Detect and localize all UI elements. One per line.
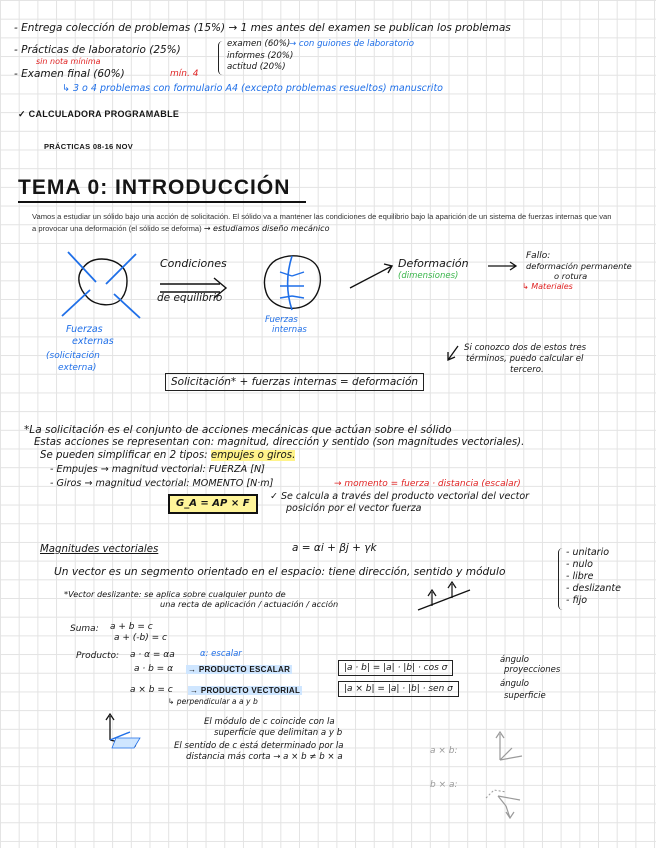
dot-note-angulo: ángulo [500, 655, 529, 665]
dimensiones-label: (dimensiones) [398, 271, 459, 281]
fuerzas-internas-1: Fuerzas [265, 315, 298, 325]
intro-typed: Vamos a estudiar un sólido bajo una acción de solicitación. El sólido va a mantener las condiciones de equilibrio bajo la aparición de un sistema de fuerzas internas que van a provocar una deformación (el sólido se deforma) [32, 212, 612, 234]
solicitacion-def: *La solicitación es el conjunto de acciones mecánicas que actúan sobre el sólido [24, 424, 452, 436]
perpendicular-note: ↳ perpendicular a a y b [168, 697, 258, 706]
fuerzas-externas-1: Fuerzas [66, 324, 103, 335]
fallo-deformacion: deformación permanente [526, 261, 632, 271]
tema-title: TEMA 0: INTRODUCCIÓN [18, 176, 291, 199]
modulo-note-2: superficie que delimitan a y b [214, 728, 343, 738]
momento-note: → momento = fuerza · distancia (escalar) [334, 479, 521, 489]
header-min: mín. 4 [170, 69, 199, 79]
vector-definition: Un vector es un segmento orientado en el espacio: tiene dirección, sentido y módulo [54, 566, 506, 578]
condiciones-label: Condiciones [160, 257, 227, 270]
giros-line: - Giros → magnitud vectorial: MOMENTO [N·m] [50, 478, 274, 489]
sentido-note-1: El sentido de c está determinado por la [174, 741, 344, 751]
sketch-label-bxa: b × a: [430, 780, 458, 790]
suma-2: a + (-b) = c [114, 633, 167, 643]
deslizante-1: *Vector deslizante: se aplica sobre cualquier punto de [64, 589, 286, 599]
vector-type-nulo: - nulo [566, 559, 593, 570]
header-line-entrega: - Entrega colección de problemas (15%) → 1 mes antes del examen se publican los problemas [14, 22, 511, 34]
dot-product: a · b = α [134, 664, 174, 674]
suma-1: a + b = c [110, 622, 153, 632]
solicitacion-tipos-text: Se pueden simplificar en 2 tipos: [40, 450, 208, 461]
vector-type-libre: - libre [566, 571, 594, 582]
header-line-examen: - Examen final (60%) [14, 68, 125, 80]
practicas-guiones: → con guiones de laboratorio [289, 39, 415, 49]
materiales-label: ↳ Materiales [522, 282, 573, 291]
fuerzas-externas-2: externas [72, 336, 114, 347]
cross-note-angulo: ángulo [500, 679, 529, 689]
cross-product: a × b = c [130, 685, 173, 695]
practicas-dates: PRÁCTICAS 08-16 NOV [44, 142, 134, 151]
deformation-equation: Solicitación* + fuerzas internas = deformación [165, 373, 424, 391]
deslizante-2: una recta de aplicación / actuación / acción [160, 599, 339, 609]
sketch-label-axb: a × b: [430, 746, 458, 756]
vectores-title: Magnitudes vectoriales [40, 544, 159, 555]
producto-label: Producto: [76, 651, 120, 661]
alpha-escalar-note: α: escalar [200, 649, 242, 659]
si-conozco-1: Si conozco dos de estos tres [464, 343, 587, 353]
fuerzas-externas-4: externa) [58, 363, 97, 373]
vector-type-unitario: - unitario [566, 547, 610, 558]
producto-vectorial-label: → PRODUCTO VECTORIAL [190, 686, 301, 695]
formula-note-1: ✓ Se calcula a través del producto vectorial del vector [270, 491, 530, 502]
equilibrio-label: de equilibrio [157, 292, 223, 304]
vector-type-fijo: - fijo [566, 595, 588, 606]
fuerzas-externas-3: (solicitación [46, 351, 100, 361]
formula-note-2: posición por el vector fuerza [286, 503, 422, 514]
cross-note-superficie: superficie [504, 691, 546, 701]
deformacion-label: Deformación [398, 257, 469, 270]
solicitacion-tipos-highlight: empujes o giros. [210, 450, 296, 461]
vector-equation: a = αi + βj + γk [292, 542, 377, 554]
header-sin-nota: sin nota mínima [36, 57, 101, 66]
producto-escalar-alpha: a · α = αa [130, 650, 175, 660]
intro-hand: → estudiamos diseño mecánico [203, 224, 330, 234]
dot-product-formula: |a · b| = |a| · |b| · cos σ [338, 660, 453, 676]
cross-product-formula: |a × b| = |a| · |b| · sen σ [338, 681, 459, 697]
sentido-note-2: distancia más corta → a × b ≠ b × a [186, 752, 343, 762]
dot-note-proyecciones: proyecciones [504, 665, 561, 675]
fallo-label: Fallo: [526, 251, 551, 261]
practicas-item-actitud: actitud (20%) [227, 62, 286, 72]
fuerzas-internas-2: internas [272, 325, 307, 335]
practicas-item-informes: informes (20%) [227, 51, 294, 61]
momento-formula: G_A = AP × F [168, 494, 258, 514]
empujes-line: - Empujes → magnitud vectorial: FUERZA [N] [50, 464, 265, 475]
solicitacion-acciones: Estas acciones se representan con: magnitud, dirección y sentido (son magnitudes vectoriales). [34, 437, 525, 448]
header-line-problemas: ↳ 3 o 4 problemas con formulario A4 (excepto problemas resueltos) manuscrito [62, 83, 443, 94]
modulo-note-1: El módulo de c coincide con la [204, 717, 335, 727]
si-conozco-3: tercero. [510, 365, 544, 375]
practicas-item-examen: examen (60%) [227, 39, 291, 49]
vector-type-deslizante: - deslizante [566, 583, 621, 594]
header-line-practicas: - Prácticas de laboratorio (25%) [14, 44, 181, 56]
producto-escalar-label: → PRODUCTO ESCALAR [188, 665, 291, 674]
suma-label: Suma: [70, 624, 99, 634]
fallo-rotura: o rotura [554, 271, 588, 281]
si-conozco-2: términos, puedo calcular el [466, 354, 584, 364]
calculadora-note: ✓ CALCULADORA PROGRAMABLE [18, 109, 180, 119]
